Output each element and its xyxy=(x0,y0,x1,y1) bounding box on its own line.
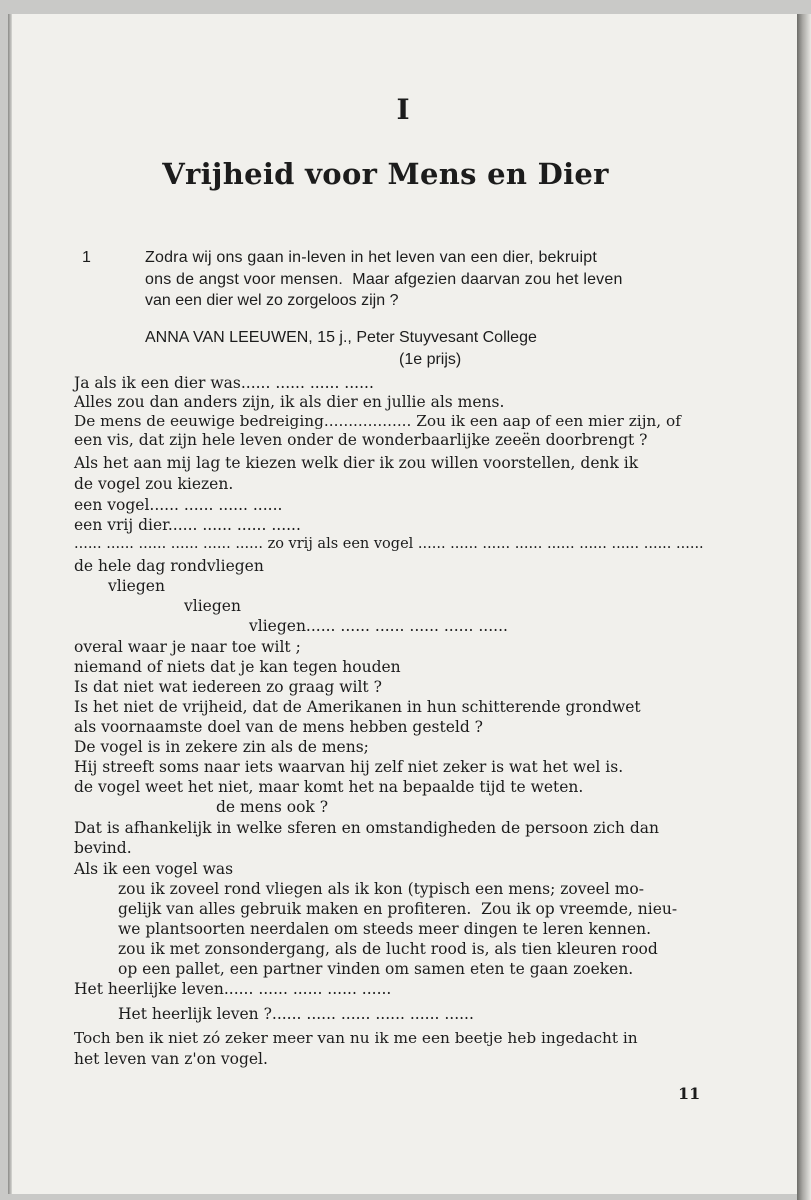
poem-line: Toch ben ik niet zó zeker meer van nu ik me een beetje heb ingedacht in xyxy=(74,1029,638,1047)
poem-line: Ja als ik een dier was...... ...... ...... ...... xyxy=(74,374,374,392)
poem-line: zou ik met zonsondergang, als de lucht rood is, als tien kleuren rood xyxy=(118,940,658,958)
poem-line: de vogel weet het niet, maar komt het na bepaalde tijd te weten. xyxy=(74,778,584,796)
page-edge-shadow xyxy=(797,14,811,1200)
poem-line: overal waar je naar toe wilt ; xyxy=(74,638,301,656)
intro-line: van een dier wel zo zorgeloos zijn ? xyxy=(145,292,399,309)
poem-line: Hij streeft soms naar iets waarvan hij zelf niet zeker is wat het wel is. xyxy=(74,758,624,776)
poem-line: niemand of niets dat je kan tegen houden xyxy=(74,658,401,676)
page-number: 11 xyxy=(678,1084,701,1103)
book-page xyxy=(8,14,798,1194)
poem-line: Dat is afhankelijk in welke sferen en omstandigheden de persoon zich dan xyxy=(74,819,659,837)
poem-line: we plantsoorten neerdalen om steeds meer dingen te leren kennen. xyxy=(118,920,652,938)
poem-line: gelijk van alles gebruik maken en profiteren. Zou ik op vreemde, nieu- xyxy=(118,900,678,918)
author-line: ANNA VAN LEEUWEN, 15 j., Peter Stuyvesant College xyxy=(145,329,537,346)
poem-line: vliegen xyxy=(108,577,165,595)
poem-line: Het heerlijk leven ?...... ...... ...... ...... ...... ...... xyxy=(118,1005,474,1023)
poem-line: het leven van z'on vogel. xyxy=(74,1050,268,1068)
poem-line: Alles zou dan anders zijn, ik als dier en jullie als mens. xyxy=(74,393,505,411)
poem-line: op een pallet, een partner vinden om samen eten te gaan zoeken. xyxy=(118,960,634,978)
poem-line: De vogel is in zekere zin als de mens; xyxy=(74,738,369,756)
chapter-number: I xyxy=(396,93,410,126)
page-spine-shadow xyxy=(8,14,12,1194)
poem-line: de mens ook ? xyxy=(216,798,329,816)
author-prize: (1e prijs) xyxy=(399,351,462,368)
poem-line: vliegen...... ...... ...... ...... ...... ...... xyxy=(249,617,508,635)
poem-line: ...... ...... ...... ...... ...... ...... zo vrij als een vogel ...... ...... ...... ...... ...... ...... ...... ...... ...... xyxy=(74,536,704,552)
poem-line: Als het aan mij lag te kiezen welk dier ik zou willen voorstellen, denk ik xyxy=(74,454,639,472)
poem-line: bevind. xyxy=(74,839,132,857)
poem-line: een vogel...... ...... ...... ...... xyxy=(74,496,283,514)
poem-line: de vogel zou kiezen. xyxy=(74,475,234,493)
intro-line: Zodra wij ons gaan in-leven in het leven van een dier, bekruipt xyxy=(145,249,597,266)
poem-line: zou ik zoveel rond vliegen als ik kon (typisch een mens; zoveel mo- xyxy=(118,880,645,898)
poem-line: Is dat niet wat iedereen zo graag wilt ? xyxy=(74,678,382,696)
poem-line: een vrij dier...... ...... ...... ...... xyxy=(74,516,301,534)
poem-line: Het heerlijke leven...... ...... ...... ...... ...... xyxy=(74,980,392,998)
poem-line: Is het niet de vrijheid, dat de Amerikanen in hun schitterende grondwet xyxy=(74,698,641,716)
intro-number: 1 xyxy=(82,249,91,266)
intro-line: ons de angst voor mensen. Maar afgezien daarvan zou het leven xyxy=(145,271,623,288)
poem-line: De mens de eeuwige bedreiging.................. Zou ik een aap of een mier zijn, of xyxy=(74,412,681,430)
poem-line: een vis, dat zijn hele leven onder de wonderbaarlijke zeeën doorbrengt ? xyxy=(74,431,648,449)
chapter-title: Vrijheid voor Mens en Dier xyxy=(162,157,609,191)
poem-line: als voornaamste doel van de mens hebben gesteld ? xyxy=(74,718,483,736)
poem-line: Als ik een vogel was xyxy=(74,860,234,878)
poem-line: vliegen xyxy=(184,597,241,615)
poem-line: de hele dag rondvliegen xyxy=(74,557,264,575)
